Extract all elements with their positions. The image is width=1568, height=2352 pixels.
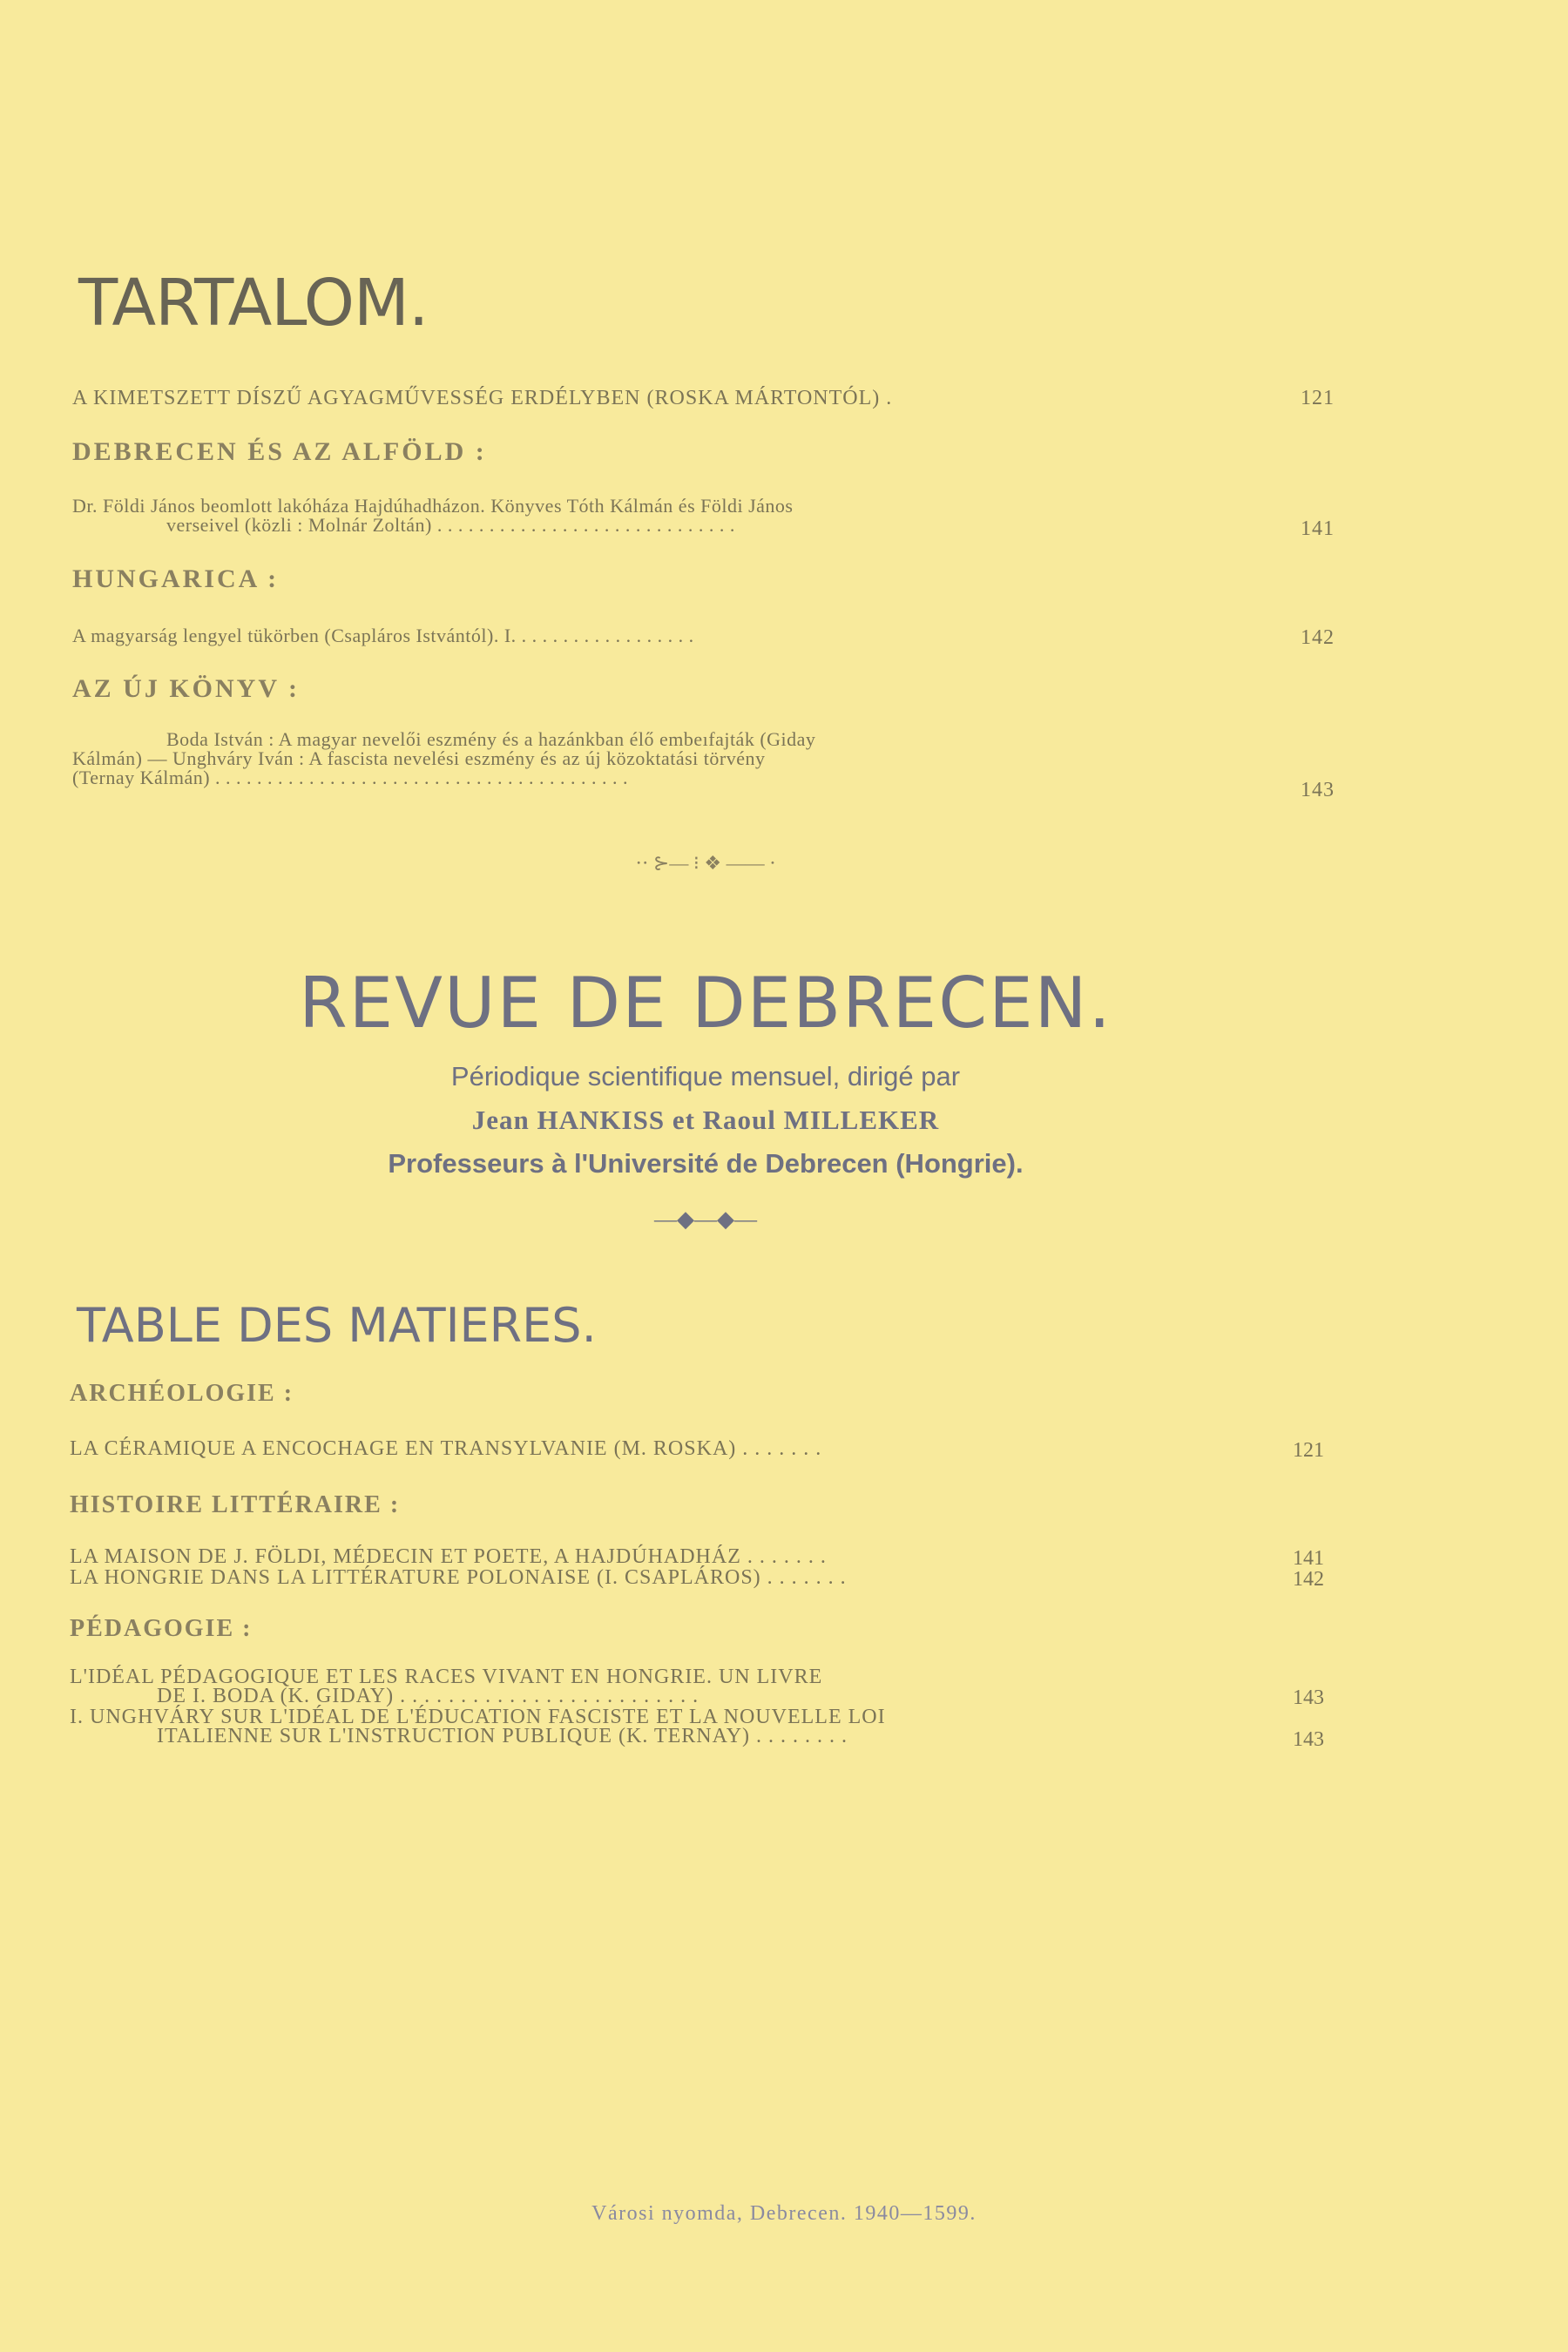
- fr-entry-3: [70, 1568, 1289, 1587]
- section-uj-konyv: AZ ÚJ KÖNYV :: [72, 674, 300, 703]
- toc-entry-1-page: 121: [1301, 387, 1335, 409]
- tartalom-title: TARTALOM.: [78, 266, 429, 341]
- table-des-matieres-title: TABLE DES MATIERES.: [77, 1298, 597, 1353]
- fr-entry-5-line-2: ITALIENNE SUR L'INSTRUCTION PUBLIQUE (K. TERNAY) . . . . . . . .: [157, 1725, 848, 1747]
- fr-entry-2-text: LA MAISON DE J. FÖLDI, MÉDECIN ET POETE, A HAJDÚHADHÁZ . . . . . . .: [70, 1545, 827, 1568]
- toc-entry-3: [72, 626, 1335, 645]
- fr-entry-4-line-1: L'IDÉAL PÉDAGOGIQUE ET LES RACES VIVANT EN HONGRIE. UN LIVRE: [70, 1666, 823, 1688]
- revue-subtitle: Périodique scientifique mensuel, dirigé par: [450, 1061, 961, 1092]
- fr-entry-1: [70, 1439, 1289, 1458]
- toc-entry-4-line-1: Boda István : A magyar nevelői eszmény és a hazánkban élő embeıfajták (Giday: [166, 728, 816, 750]
- toc-entry-2: [72, 497, 1335, 535]
- toc-entry-2-page: 141: [1301, 517, 1335, 540]
- toc-entry-3-page: 142: [1301, 626, 1335, 649]
- printer-footer: Városi nyomda, Debrecen. 1940—1599.: [591, 2202, 977, 2225]
- revue-title: REVUE DE DEBRECEN.: [299, 963, 1112, 1044]
- section-histoire-litteraire: HISTOIRE LITTÉRAIRE :: [70, 1491, 401, 1518]
- fr-entry-5-page: 143: [1293, 1728, 1324, 1751]
- section-hungarica: HUNGARICA :: [72, 564, 280, 593]
- fr-entry-1-page: 121: [1293, 1439, 1324, 1462]
- fr-entry-2: [70, 1547, 1289, 1566]
- fr-entry-4: [70, 1667, 1289, 1706]
- fr-entry-4-line-2: DE I. BODA (K. GIDAY) . . . . . . . . . . . . . . . . . . . . . . . . .: [157, 1685, 700, 1707]
- toc-entry-4-page: 143: [1301, 779, 1335, 801]
- toc-entry-2-line-1: Dr. Földi János beomlott lakóháza Hajdúhadházon. Könyves Tóth Kálmán és Földi János: [72, 495, 794, 517]
- toc-entry-1-text: A KIMETSZETT DÍSZŰ AGYAGMŰVESSÉG ERDÉLYBEN (ROSKA MÁRTONTÓL) .: [72, 387, 893, 409]
- section-pedagogie: PÉDAGOGIE :: [70, 1615, 253, 1642]
- revue-affiliation: Professeurs à l'Université de Debrecen (Hongrie).: [388, 1148, 1024, 1179]
- toc-entry-1: [72, 387, 1335, 409]
- revue-separator: —◆—◆—: [654, 1206, 757, 1232]
- fr-entry-4-page: 143: [1293, 1686, 1324, 1709]
- revue-editors: Jean HANKISS et Raoul MILLEKER: [471, 1105, 940, 1135]
- ornament-divider: ⋅⋅ ⊱— ⁝ ❖ —— ⋅: [635, 852, 776, 874]
- fr-entry-1-text: LA CÉRAMIQUE A ENCOCHAGE EN TRANSYLVANIE (M. ROSKA) . . . . . . .: [70, 1437, 822, 1460]
- toc-entry-3-text: A magyarság lengyel tükörben (Csapláros Istvántól). I. . . . . . . . . . . . . . . . . .: [72, 625, 694, 646]
- toc-entry-4: [72, 730, 1335, 787]
- fr-entry-5: [70, 1707, 1289, 1746]
- fr-entry-3-page: 142: [1293, 1568, 1324, 1591]
- section-archeologie: ARCHÉOLOGIE :: [70, 1380, 294, 1407]
- toc-entry-4-line-3: (Ternay Kálmán) . . . . . . . . . . . . . . . . . . . . . . . . . . . . . . . . . . . . . . . .: [72, 767, 629, 788]
- fr-entry-5-line-1: I. UNGHVÁRY SUR L'IDÉAL DE L'ÉDUCATION FASCISTE ET LA NOUVELLE LOI: [70, 1706, 886, 1728]
- section-debrecen: DEBRECEN ÉS AZ ALFÖLD :: [72, 437, 487, 466]
- toc-entry-2-line-2: verseivel (közli : Molnár Zoltán) . . . . . . . . . . . . . . . . . . . . . . . . . . . . .: [166, 514, 735, 536]
- toc-entry-4-line-2: Kálmán) — Unghváry Iván : A fascista nevelési eszmény és az új közoktatási törvény: [72, 747, 766, 769]
- fr-entry-3-text: LA HONGRIE DANS LA LITTÉRATURE POLONAISE (I. CSAPLÁROS) . . . . . . .: [70, 1566, 847, 1589]
- fr-entry-2-page: 141: [1293, 1547, 1324, 1570]
